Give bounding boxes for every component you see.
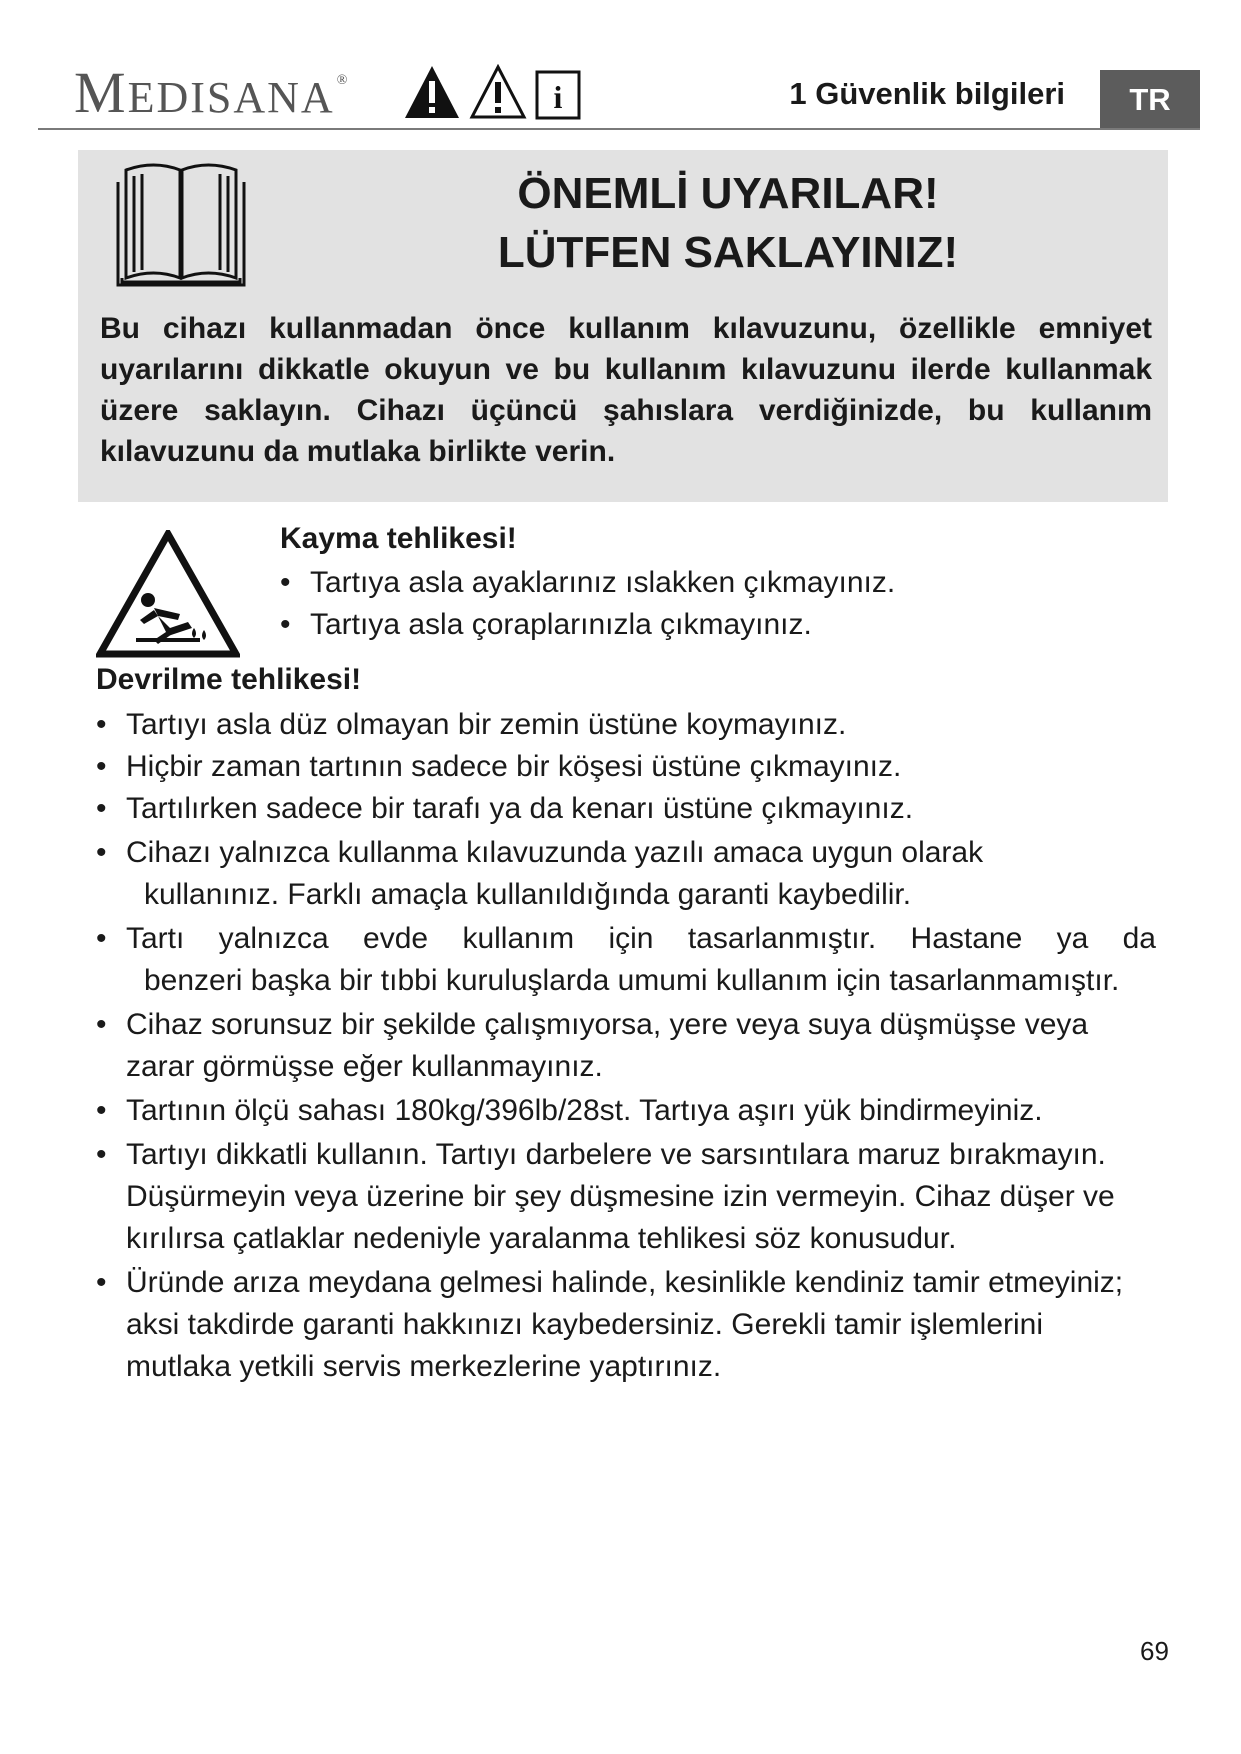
important-warnings-box — [78, 150, 1168, 502]
list-item: • Üründe arıza meydana gelmesi halinde, kesinlikle kendiniz tamir etmeyiniz; aksi takdirde garanti hakkınızı kaybedersiniz. Gerekli tamir işlemlerini mutlaka yetkili servis merkezlerine yaptırınız. — [96, 1266, 1124, 1383]
list-item: • Cihazı yalnızca kullanma kılavuzunda yazılı amaca uygun olarak kullanınız. Farklı amaçla kullanıldığında garanti kaybedilir. — [96, 836, 984, 911]
header-divider — [38, 128, 1200, 130]
header-symbols — [403, 64, 581, 120]
info-icon — [535, 70, 581, 120]
section-title: 1 Güvenlik bilgileri — [789, 76, 1065, 111]
list-item: • Tartı yalnızca evde kullanım için tasarlanmıştır. Hastane ya da benzeri başka bir tıbbi kuruluşlarda umumi kullanım için tasarlanmamıştır. — [96, 922, 1156, 997]
language-tab: TR — [1100, 70, 1200, 130]
list-item: • Tartılırken sadece bir tarafı ya da kenarı üstüne çıkmayınız. — [96, 792, 914, 825]
list-item: • Tartıya asla ayaklarınız ıslakken çıkmayınız. — [280, 566, 896, 599]
danger-warning-icon — [403, 64, 461, 120]
list-item: • Tartıya asla çoraplarınızla çıkmayınız. — [280, 608, 812, 641]
caution-warning-icon — [469, 64, 527, 120]
tip-hazard-heading: Devrilme tehlikesi! — [96, 663, 362, 696]
list-item: • Cihaz sorunsuz bir şekilde çalışmıyorsa, yere veya suya düşmüşse veya zarar görmüşse eğer kullanmayınız. — [96, 1008, 1089, 1083]
page-header — [38, 58, 1200, 130]
slip-hazard-list — [280, 562, 1160, 646]
page-number: 69 — [1140, 1636, 1169, 1666]
warning-box-title: ÖNEMLİ UYARILAR! LÜTFEN SAKLAYINIZ! — [497, 169, 959, 277]
list-item: • Tartıyı dikkatli kullanın. Tartıyı darbelere ve sarsıntılara maruz bırakmayın. Düşürmeyin veya üzerine bir şey düşmesine izin vermeyin. Cihaz düşer ve kırılırsa çatlaklar nedeniyle yaralanma tehlikesi söz konusudur. — [96, 1138, 1115, 1255]
list-item: • Tartının ölçü sahası 180kg/396lb/28st. Tartıya aşırı yük bindirmeyiniz. — [96, 1094, 1043, 1127]
slip-hazard-icon — [96, 530, 240, 658]
brand-logo: MEDISANA ® — [74, 60, 350, 125]
list-item: • Hiçbir zaman tartının sadece bir köşesi üstüne çıkmayınız. — [96, 750, 902, 783]
warning-box-text: Bu cihazı kullanmadan önce kullanım kılavuzunu, özellikle emniyet uyarılarını dikkatle okuyun ve bu kullanım kılavuzunu ilerde kullanmak üzere saklayın. Cihazı üçüncü şahıslara verdiğinizde, bu kullanım kılavuzunu da mutlaka birlikte verin. — [100, 312, 1152, 468]
svg-text:i: i — [553, 79, 563, 115]
slip-hazard-heading: Kayma tehlikesi! — [280, 522, 517, 555]
book-icon — [106, 160, 256, 290]
list-item: • Tartıyı asla düz olmayan bir zemin üstüne koymayınız. — [96, 708, 847, 741]
tip-hazard-list — [96, 704, 1156, 1388]
